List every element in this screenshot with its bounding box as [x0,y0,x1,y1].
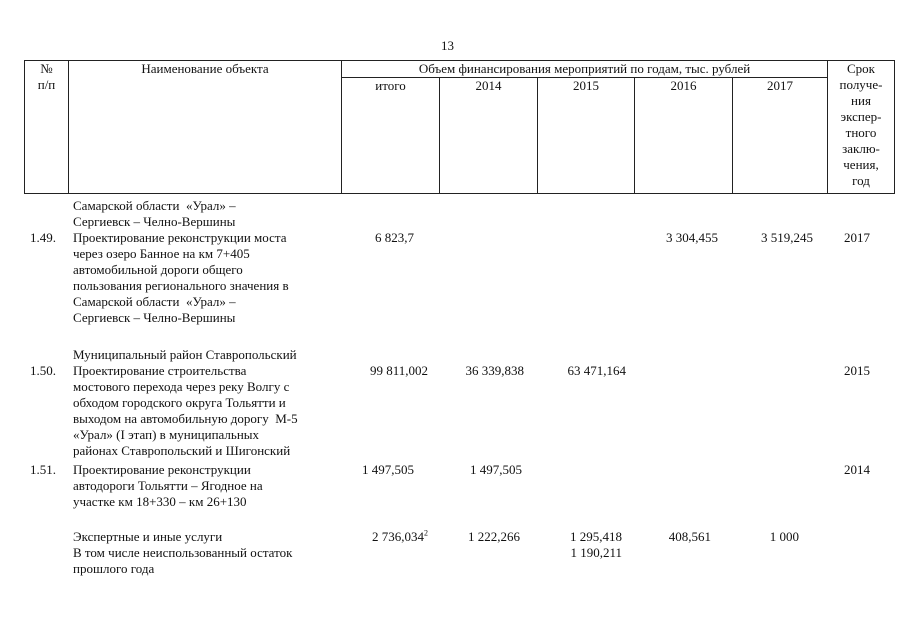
row-total: 1 497,505 [362,462,414,477]
page-number: 13 [441,38,454,53]
header-col-name: Наименование объекта [141,61,269,76]
row-total: 6 823,7 [375,230,414,245]
footnote-marker: 2 [424,528,428,538]
header-col-2015: 2015 [573,78,599,93]
header-divider-no [68,60,69,194]
header-col-term: Срок получе- ния экспер- тного заклю- чения, год [839,61,883,188]
row-name: Проектирование строительства мостового перехода через реку Волгу с обходом городского округа Тольятти и выходом на автомобильную дорогу М-5 «Урал» (I этап) в муниципальных районах Ставропольский и Шигонский [73,363,298,458]
header-col-2017: 2017 [767,78,793,93]
row-2017: 1 000 [769,529,799,544]
header-col-funding: Объем финансирования мероприятий по годам, тыс. рублей [418,61,751,76]
row-name: Экспертные и иные услуги В том числе неиспользованный остаток прошлого года [73,529,293,576]
header-divider-2014 [537,77,538,194]
row-2015: 63 471,164 [567,363,626,378]
row-2014: 36 339,838 [465,363,524,378]
row-total [342,529,428,545]
row-name: Муниципальный район Ставропольский [73,347,297,362]
row-name: Проектирование реконструкции моста через озеро Банное на км 7+405 автомобильной дороги общего пользования регионального значения в Самарской области «Урал» – Сергиевск – Челно-Вершины [73,230,289,325]
row-2016: 408,561 [668,529,711,544]
header-col-2014: 2014 [475,78,502,93]
header-bottom-line [24,193,895,194]
row-2015: 1 295,418 1 190,211 [570,529,622,560]
row-name: Проектирование реконструкции автодороги Тольятти – Ягодное на участке км 18+330 – км 26+130 [73,462,263,509]
row-number: 1.51. [30,462,56,477]
row-term: 2017 [844,230,870,245]
header-divider-2015 [634,77,635,194]
row-total-value: 2 736,034 [372,529,424,544]
row-total: 99 811,002 [369,363,428,378]
row-number: 1.49. [30,230,56,245]
header-right-border [894,60,895,194]
row-term: 2014 [844,462,870,477]
row-2016: 3 304,455 [666,230,718,245]
header-divider-2016 [732,77,733,194]
row-2014: 1 222,266 [468,529,520,544]
row-name: Самарской области «Урал» – Сергиевск – Челно-Вершины [73,198,236,229]
row-number: 1.50. [30,363,56,378]
header-col-2016: 2016 [670,78,697,93]
row-2014: 1 497,505 [470,462,522,477]
row-term: 2015 [844,363,870,378]
header-col-no: № п/п [37,61,56,92]
header-divider-total [439,77,440,194]
header-col-total: итого [375,78,406,93]
row-2017: 3 519,245 [761,230,813,245]
